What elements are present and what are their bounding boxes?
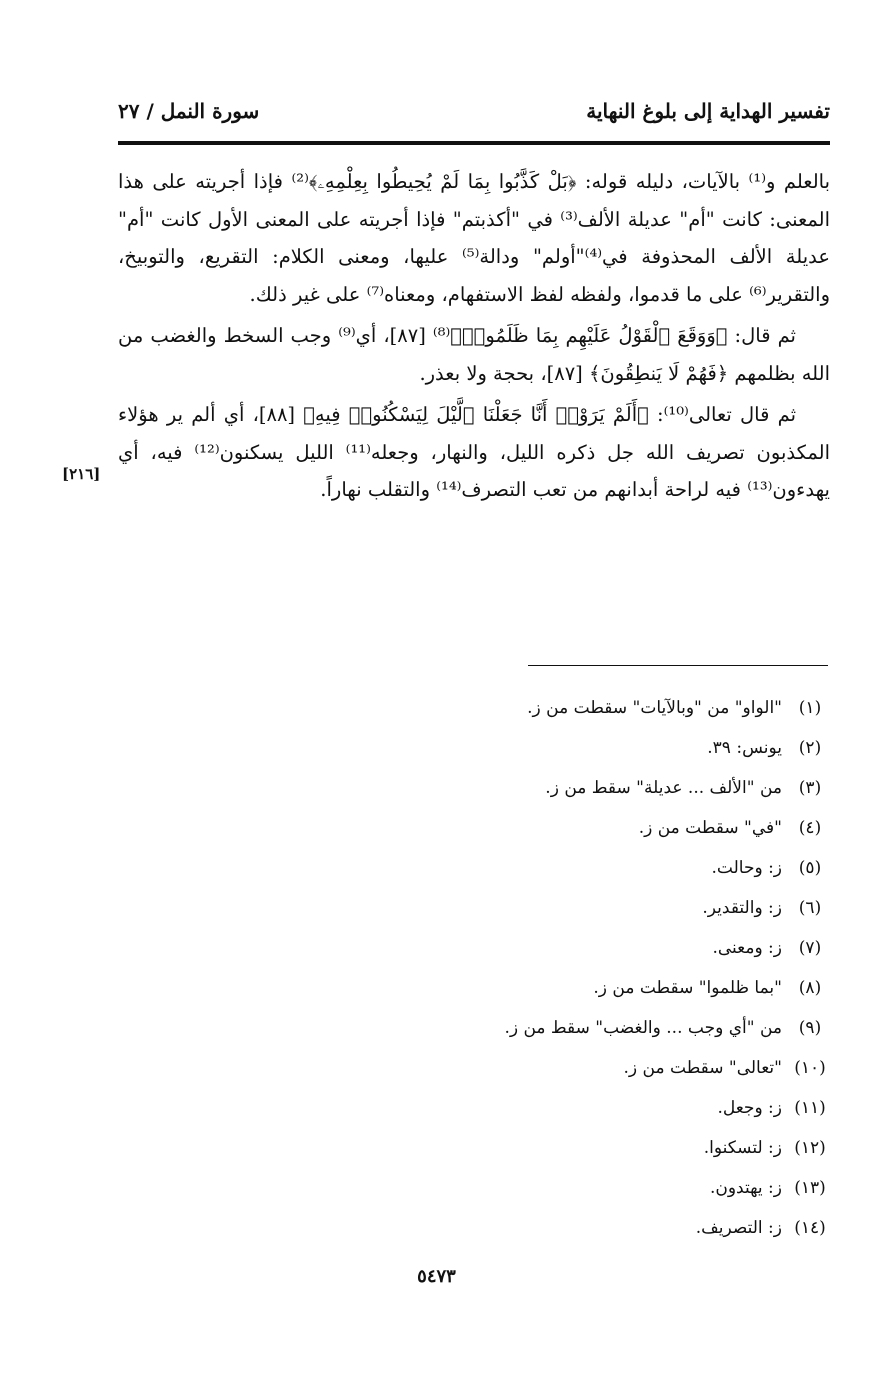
footnote-item — [300, 688, 830, 728]
page-number: ٥٤٧٣ — [417, 1266, 456, 1287]
page-header — [118, 93, 830, 133]
footnote-item — [300, 1008, 830, 1048]
footnote-text: ز: يهتدون. — [709, 1178, 782, 1198]
footnote-item — [300, 1128, 830, 1168]
manuscript-folio-ref: [٢١٦] — [62, 465, 101, 483]
footnote-item — [300, 1208, 830, 1248]
footnote-number: (٧) — [798, 938, 822, 958]
footnote-text: "في" سقطت من ز. — [638, 818, 782, 838]
footnote-text: ز: والتقدير. — [702, 898, 782, 918]
footnote-number: (٤) — [798, 818, 822, 838]
header-rule — [118, 141, 830, 145]
footnote-item — [300, 1168, 830, 1208]
footnote-text: من "أي وجب ... والغضب" سقط من ز. — [504, 1018, 782, 1038]
footnote-number: (٣) — [798, 778, 822, 798]
surah-info: سورة النمل / ٢٧ — [118, 99, 260, 123]
paragraph-3: ثم قال تعالى⁽¹⁰⁾: ﴿أَلَمْ يَرَوْا۟ أَنَّا جَعَلْنَا ٱلَّيْلَ لِيَسْكُنُوا۟ فِيهِ﴾ [٨٨]، أي ألم ير هؤلاء المكذبون تصريف الله جل ذكره الليل، والنهار، وجعله⁽¹¹⁾ الليل يسكنون⁽¹²⁾ فيه، أي يهدءون⁽¹³⁾ فيه لراحة أبدانهم من تعب التصرف⁽¹⁴⁾ والتقلب نهاراً. — [118, 403, 831, 501]
footnote-text: ز: لتسكنوا. — [703, 1138, 782, 1158]
footnote-text: ز: التصريف. — [695, 1218, 782, 1238]
main-text — [118, 163, 830, 509]
footnote-item — [300, 968, 830, 1008]
footnote-text: ز: وحالت. — [711, 858, 782, 878]
footnote-number: (١١) — [794, 1098, 826, 1118]
footnote-text: "الواو" من "وبالآيات" سقطت من ز. — [527, 698, 782, 718]
footnote-number: (٦) — [798, 898, 822, 918]
footnote-text: ز: ومعنى. — [712, 938, 782, 958]
footnote-item — [300, 848, 830, 888]
footnote-item — [300, 928, 830, 968]
footnote-number: (١٤) — [794, 1218, 826, 1238]
footnote-number: (١٠) — [794, 1058, 826, 1078]
paragraph-2: ثم قال: ﴿وَوَقَعَ ٱلْقَوْلُ عَلَيْهِم بِمَا ظَلَمُوا۟﴾⁽⁸⁾ [٨٧]، أي⁽⁹⁾ وجب السخط والغضب من الله بظلمهم ﴿فَهُمْ لَا يَنطِقُونَ﴾ [٨٧]، بحجة ولا بعذر. — [118, 324, 830, 385]
footnote-number: (٨) — [798, 978, 822, 998]
footnote-item — [300, 1088, 830, 1128]
footnotes-list — [300, 688, 830, 1248]
footnote-text: "تعالى" سقطت من ز. — [623, 1058, 782, 1078]
paragraph-1: بالعلم و⁽¹⁾ بالآيات، دليله قوله: ﴿بَلْ كَذَّبُوا بِمَا لَمْ يُحِيطُوا بِعِلْمِهِۦ﴾⁽²⁾ فإذا أجريته على هذا المعنى: كانت "أم" عديلة الألف⁽³⁾ في "أكذبتم" فإذا أجريته على المعنى الأول كانت "أم" عديلة الألف المحذوفة في⁽⁴⁾"أولم" ودالة⁽⁵⁾ عليها، ومعنى الكلام: التقريع، والتوبيخ، والتقرير⁽⁶⁾ على ما قدموا، ولفظه لفظ الاستفهام، ومعناه⁽⁷⁾ على غير ذلك. — [118, 170, 831, 306]
footnote-number: (١٢) — [794, 1138, 826, 1158]
footnote-text: "بما ظلموا" سقطت من ز. — [593, 978, 782, 998]
footnote-item — [300, 888, 830, 928]
book-title: تفسير الهداية إلى بلوغ النهاية — [586, 99, 830, 123]
footnote-text: يونس: ٣٩. — [707, 738, 782, 758]
footnote-text: ز: وجعل. — [717, 1098, 782, 1118]
footnote-text: من "الألف ... عديلة" سقط من ز. — [545, 778, 782, 798]
footnote-number: (١٣) — [794, 1178, 826, 1198]
footnote-number: (٥) — [798, 858, 822, 878]
footnote-separator — [528, 665, 828, 666]
footnote-item — [300, 768, 830, 808]
footnote-number: (٩) — [798, 1018, 822, 1038]
footnote-number: (٢) — [798, 738, 822, 758]
footnote-item — [300, 728, 830, 768]
footnote-item — [300, 1048, 830, 1088]
footnote-number: (١) — [798, 698, 822, 718]
footnote-item — [300, 808, 830, 848]
